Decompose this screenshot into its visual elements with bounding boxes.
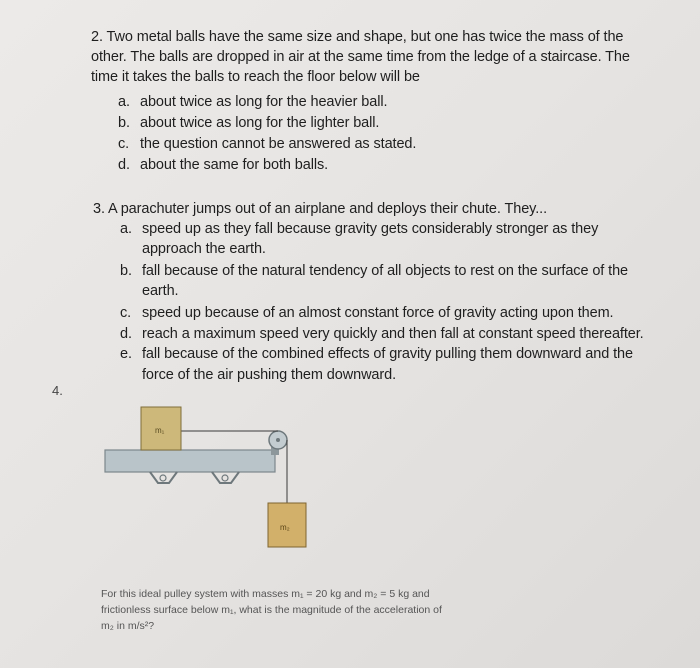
option-text: about twice as long for the lighter ball. xyxy=(140,115,380,131)
option-letter: a. xyxy=(120,221,132,237)
q3-option-e-cont: force of the air pushing them downward. xyxy=(142,367,397,383)
q4-caption-line-3: m₂ in m/s²? xyxy=(101,620,155,632)
q3-option-a-cont: approach the earth. xyxy=(142,241,266,257)
table-surface xyxy=(105,450,275,472)
m2-label: m₂ xyxy=(280,523,290,532)
pulley-diagram xyxy=(95,395,315,560)
option-letter: b. xyxy=(120,263,132,279)
q4-caption-line-1: For this ideal pulley system with masses m₁ = 20 kg and m₂ = 5 kg and xyxy=(101,588,430,600)
option-text: speed up as they fall because gravity gets considerably stronger as they xyxy=(142,221,599,237)
option-text: fall because of the combined effects of gravity pulling them downward and the xyxy=(142,346,633,362)
q2-stem-line-2: other. The balls are dropped in air at the same time from the ledge of a staircase. The xyxy=(91,49,630,65)
q2-option-a xyxy=(118,93,387,111)
q3-option-d xyxy=(120,325,644,343)
q3-stem: 3. A parachuter jumps out of an airplane and deploys their chute. They... xyxy=(93,201,548,217)
q2-option-b xyxy=(118,114,379,132)
option-letter: a. xyxy=(118,94,130,110)
option-letter: c. xyxy=(120,305,132,321)
q4-number: 4. xyxy=(52,383,63,398)
option-text: fall because of the natural tendency of all objects to rest on the surface of the xyxy=(142,263,629,279)
option-text: speed up because of an almost constant force of gravity acting upon them. xyxy=(142,305,614,321)
q3-option-a xyxy=(120,220,598,238)
q2-stem-line-3: time it takes the balls to reach the floor below will be xyxy=(91,69,420,85)
option-text: the question cannot be answered as stated. xyxy=(140,136,417,152)
m1-label: m₁ xyxy=(155,426,165,435)
option-text: reach a maximum speed very quickly and then fall at constant speed thereafter. xyxy=(142,326,644,342)
q3-option-b xyxy=(120,262,628,280)
q3-option-b-cont: earth. xyxy=(142,283,179,299)
option-text: about twice as long for the heavier ball. xyxy=(140,94,388,110)
q2-stem-line-1: 2. Two metal balls have the same size and shape, but one has twice the mass of the xyxy=(91,29,624,45)
q4-caption-line-2: frictionless surface below m₁, what is the magnitude of the acceleration of xyxy=(101,604,442,616)
option-letter: b. xyxy=(118,115,130,131)
option-letter: e. xyxy=(120,346,132,362)
option-letter: d. xyxy=(120,326,132,342)
q2-option-d xyxy=(118,156,328,174)
option-text: about the same for both balls. xyxy=(140,157,329,173)
option-letter: d. xyxy=(118,157,130,173)
q2-option-c xyxy=(118,135,416,153)
q3-option-e xyxy=(120,345,633,363)
option-letter: c. xyxy=(118,136,130,152)
q3-option-c xyxy=(120,304,614,322)
